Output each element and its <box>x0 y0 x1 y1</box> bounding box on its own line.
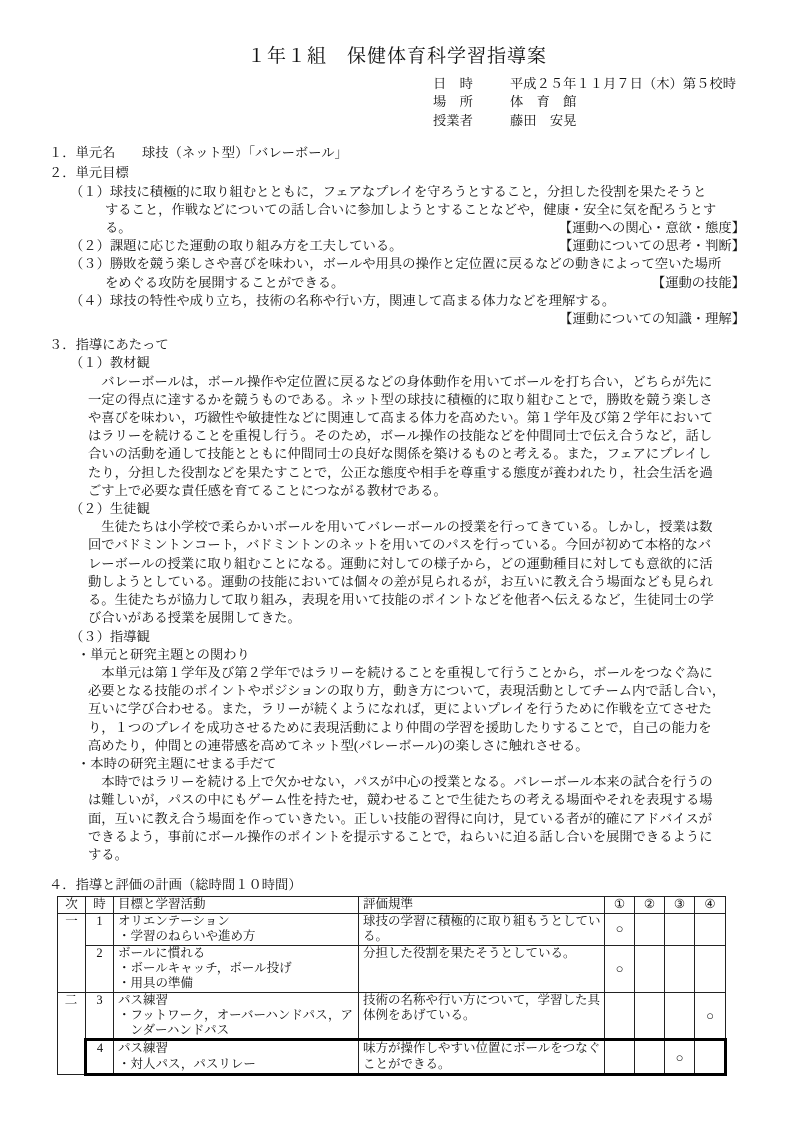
text-line: 生徒たちは小学校で柔らかいボールを用いてバレーボールの授業を行ってきている。しかし，授業は数 <box>88 519 713 535</box>
text-line: り，１つのプレイを成功させるために表現活動により仲間の学習を援助したりすることで，自己の能力を <box>88 719 712 735</box>
text-line: はラリーを続けることを重視し行う。そのため，ボール操作の技能などを仲間同士で伝え合うなど，話し <box>88 428 713 444</box>
text-line <box>70 274 745 292</box>
unit-name-heading: １．単元名 <box>49 145 116 161</box>
mark-cell <box>605 1040 635 1075</box>
text-line: 体例をあげている。 <box>363 1007 476 1022</box>
text-line: オリエンテーション <box>118 913 230 928</box>
criteria-cell <box>359 945 605 992</box>
text-line: する。 <box>88 846 128 862</box>
meta-label-datetime: 日 時 <box>433 76 473 91</box>
evaluation-category-label: 【運動についての思考・判断】 <box>559 238 745 254</box>
materials-view-paragraph <box>88 373 745 500</box>
mark-cell <box>635 1040 665 1075</box>
text-line: 技術の名称や行い方について，学習した具 <box>363 992 601 1007</box>
text-line: パス練習 <box>118 1041 169 1056</box>
section-plan <box>49 876 745 1076</box>
text-line: ごす上で必要な責任感を育てることにつながる教材である。 <box>88 482 447 498</box>
unit-theme-relation-heading: ・単元と研究主題との関わり <box>77 646 250 662</box>
col-header-goals: 目標と学習活動 <box>114 897 359 913</box>
text-line: 本単元は第１学年及び第２学年ではラリーを続けることを重視して行うことから，ボールをつなぐ為に <box>88 664 713 680</box>
text-line: 動しようとしている。運動の技能においては個々の差が見られるが，お互いに教え合う場面なども見られ <box>88 573 713 589</box>
mark-cell: ○ <box>605 945 635 992</box>
mark-cell <box>605 992 635 1040</box>
text-line: 一定の得点に達するかを競うものである。ネット型の球技に積極的に取り組むことで，勝敗を競う楽しさ <box>88 391 713 407</box>
mark-cell <box>635 913 665 945</box>
evaluation-category-label: 【運動への関心・意欲・態度】 <box>558 220 745 236</box>
guidance-view-heading: （３）指導観 <box>70 628 150 644</box>
mark-cell <box>695 945 726 992</box>
ji-cell: 二 <box>58 992 86 1075</box>
text-line: レーボールの授業に取り組むことになる。運動に対しての様子から，どの運動種目に対しても意欲的に活 <box>88 555 713 571</box>
unit-name-value: 球技（ネット型）「バレーボール」 <box>142 145 348 161</box>
hour-cell: 4 <box>86 1040 114 1075</box>
table-row <box>58 913 726 945</box>
line-text: （４）球技の特性や成り立ち，技術の名称や行い方，関連して高まる体力などを理解する。 <box>70 292 616 308</box>
hour-cell: 2 <box>86 945 114 992</box>
text-line <box>70 183 745 201</box>
mark-cell <box>665 913 695 945</box>
goal-cell <box>114 945 359 992</box>
unit-goals-heading: ２．単元目標 <box>49 165 129 181</box>
text-line: 必要となる技能のポイントやポジションの取り方，動き方について，表現活動としてチーム内で話し合い， <box>88 683 726 699</box>
text-line <box>70 237 745 255</box>
text-line: は難しいが，パスの中にもゲーム性を持たせ，競わせることで生徒たちの考える場面やそれを表現する場 <box>88 792 713 808</box>
text-line: 面，互いに教え合う場面を作っていきたい。正しい技能の習得に向け，見ている者が的確にアドバイスが <box>88 810 713 826</box>
text-line: 互いに学び合わせる。また，ラリーが続くようになれば，更によいプレイを行うために作戦を立てさせた <box>88 701 712 717</box>
meta-value-place: 体 育 館 <box>510 94 577 110</box>
evaluation-category-label: 【運動の技能】 <box>651 274 745 290</box>
table-header-row <box>58 897 726 913</box>
text-line: び合いがある授業を展開してきた。 <box>88 610 301 626</box>
text-line: 高めたり，仲間との連帯感を高めてネット型(バレーボール)の楽しさに触れさせる。 <box>88 737 589 753</box>
mark-cell <box>635 945 665 992</box>
table-row-current-lesson <box>58 1040 726 1075</box>
text-line: 回でバドミントンコート，バドミントンのネットを用いてのパスを行っている。今回が初めて本格的なバ <box>88 537 712 553</box>
text-line: や喜びを味わい，巧緻性や敏捷性などに関連して高まる体力を高めたい。第１学年及び第２学年において <box>88 410 713 426</box>
text-line <box>70 255 745 273</box>
teaching-notes-heading: ３．指導にあたって <box>49 337 169 353</box>
meta-value-datetime: 平成２５年１１月７日（木）第５校時 <box>510 76 737 91</box>
hour-cell: 1 <box>86 913 114 945</box>
line-text: （３）勝敗を競う楽しさや喜びを味わい，ボールや用具の操作と定位置に戻るなどの動きによって空いた場所 <box>70 256 722 272</box>
text-line: ・対人パス，パスリレー <box>118 1056 256 1071</box>
col-header-mark4: ④ <box>695 897 726 913</box>
line-text: をめぐる攻防を展開することができる。 <box>105 274 345 290</box>
goal-cell <box>114 913 359 945</box>
col-header-mark1: ① <box>605 897 635 913</box>
hour-cell: 3 <box>86 992 114 1040</box>
text-line: ・ボールキャッチ，ボール投げ <box>118 960 292 975</box>
line-text: （２）課題に応じた運動の取り組み方を工夫している。 <box>70 238 403 254</box>
line-text: （１）球技に積極的に取り組むとともに，フェアなプレイを守ろうとすること，分担した役割を果たそうと <box>70 183 707 199</box>
col-header-hour: 時 <box>86 897 114 913</box>
text-line: たり，分担した役割などを果たすことで，公正な態度や相手を尊重する態度が養われたり，社会生活を過 <box>88 464 713 480</box>
text-line <box>70 201 745 219</box>
text-line: 味方が操作しやすい位置にボールをつなぐ <box>363 1041 601 1056</box>
text-line: 合いの活動を通して技能とともに仲間同士の良好な関係を築けるものと考える。また，フェアにプレイし <box>88 446 712 462</box>
meta-row-place <box>433 93 745 111</box>
text-line: ボールに慣れる <box>118 945 206 960</box>
text-line: る。生徒たちが協力して取り組み，表現を用いて技能のポイントなどを他者へ伝えるなど，生徒同士の学 <box>88 592 714 608</box>
text-line: バレーボールは，ボール操作や定位置に戻るなどの身体動作を用いてボールを打ち合い，どちらが先に <box>88 373 713 389</box>
goal-cell <box>114 992 359 1040</box>
line-text: る。 <box>105 220 132 236</box>
section-unit-name <box>49 144 745 162</box>
mark-cell: ○ <box>695 992 726 1040</box>
text-line: ・用具の準備 <box>118 976 194 991</box>
text-line <box>70 310 745 328</box>
plan-heading: ４．指導と評価の計画（総時間１０時間） <box>49 877 302 893</box>
criteria-cell <box>359 913 605 945</box>
lesson-approach-paragraph <box>88 773 745 864</box>
text-line: ことができる。 <box>363 1056 451 1071</box>
col-header-mark3: ③ <box>665 897 695 913</box>
text-line <box>70 292 745 310</box>
mark-cell <box>665 992 695 1040</box>
unit-goals-items <box>70 183 745 329</box>
students-view-heading: （２）生徒観 <box>70 501 150 517</box>
mark-cell: ○ <box>665 1040 695 1075</box>
text-line: る。 <box>363 928 389 943</box>
col-header-mark2: ② <box>635 897 665 913</box>
table-row <box>58 945 726 992</box>
plan-table <box>57 896 727 1076</box>
text-line: 本時ではラリーを続ける上で欠かせない，パスが中心の授業となる。バレーボール本来の試合を行うの <box>88 774 713 790</box>
mark-cell <box>665 945 695 992</box>
meta-label-teacher: 授業者 <box>433 112 473 128</box>
criteria-cell <box>359 1040 605 1075</box>
line-text: すること，作戦などについての話し合いに参加しようとすることなどや，健康・安全に気を配ろうとす <box>105 201 717 217</box>
col-header-criteria: 評価規準 <box>359 897 605 913</box>
students-view-paragraph <box>88 518 745 627</box>
col-header-ji: 次 <box>58 897 86 913</box>
mark-cell <box>695 1040 726 1075</box>
mark-cell <box>695 913 726 945</box>
table-row <box>58 992 726 1040</box>
mark-cell: ○ <box>605 913 635 945</box>
meta-row-teacher <box>433 112 745 130</box>
lesson-approach-heading: ・本時の研究主題にせまる手だて <box>77 755 277 771</box>
criteria-cell <box>359 992 605 1040</box>
text-line: パス練習 <box>118 992 169 1007</box>
ji-cell: 一 <box>58 913 86 992</box>
text-line: 分担した役割を果たそうとしている。 <box>363 945 576 960</box>
page-title: １年１組 保健体育科学習指導案 <box>246 46 547 67</box>
text-line <box>70 219 745 237</box>
evaluation-category-label: 【運動についての知識・理解】 <box>559 311 745 327</box>
materials-view-heading: （１）教材観 <box>70 355 150 371</box>
meta-value-teacher: 藤田 安晃 <box>510 112 577 128</box>
text-line: 球技の学習に積極的に取り組もうとしてい <box>363 913 601 928</box>
unit-theme-relation-paragraph <box>88 664 745 755</box>
meta-label-place: 場 所 <box>433 94 473 110</box>
text-line: ・フットワーク，オーバーハンドパス，ア <box>118 1007 354 1022</box>
meta-block <box>433 75 745 130</box>
text-line: ンダーハンドパス <box>118 1023 230 1038</box>
meta-row-datetime <box>433 75 745 93</box>
section-teaching-notes <box>49 336 745 864</box>
goal-cell <box>114 1040 359 1075</box>
section-unit-goals <box>49 164 745 328</box>
text-line: ・学習のねらいや進め方 <box>118 928 256 943</box>
text-line: できるよう，事前にボール操作のポイントを提示することで，ねらいに迫る話し合いを展開できるように <box>88 828 713 844</box>
mark-cell <box>635 992 665 1040</box>
